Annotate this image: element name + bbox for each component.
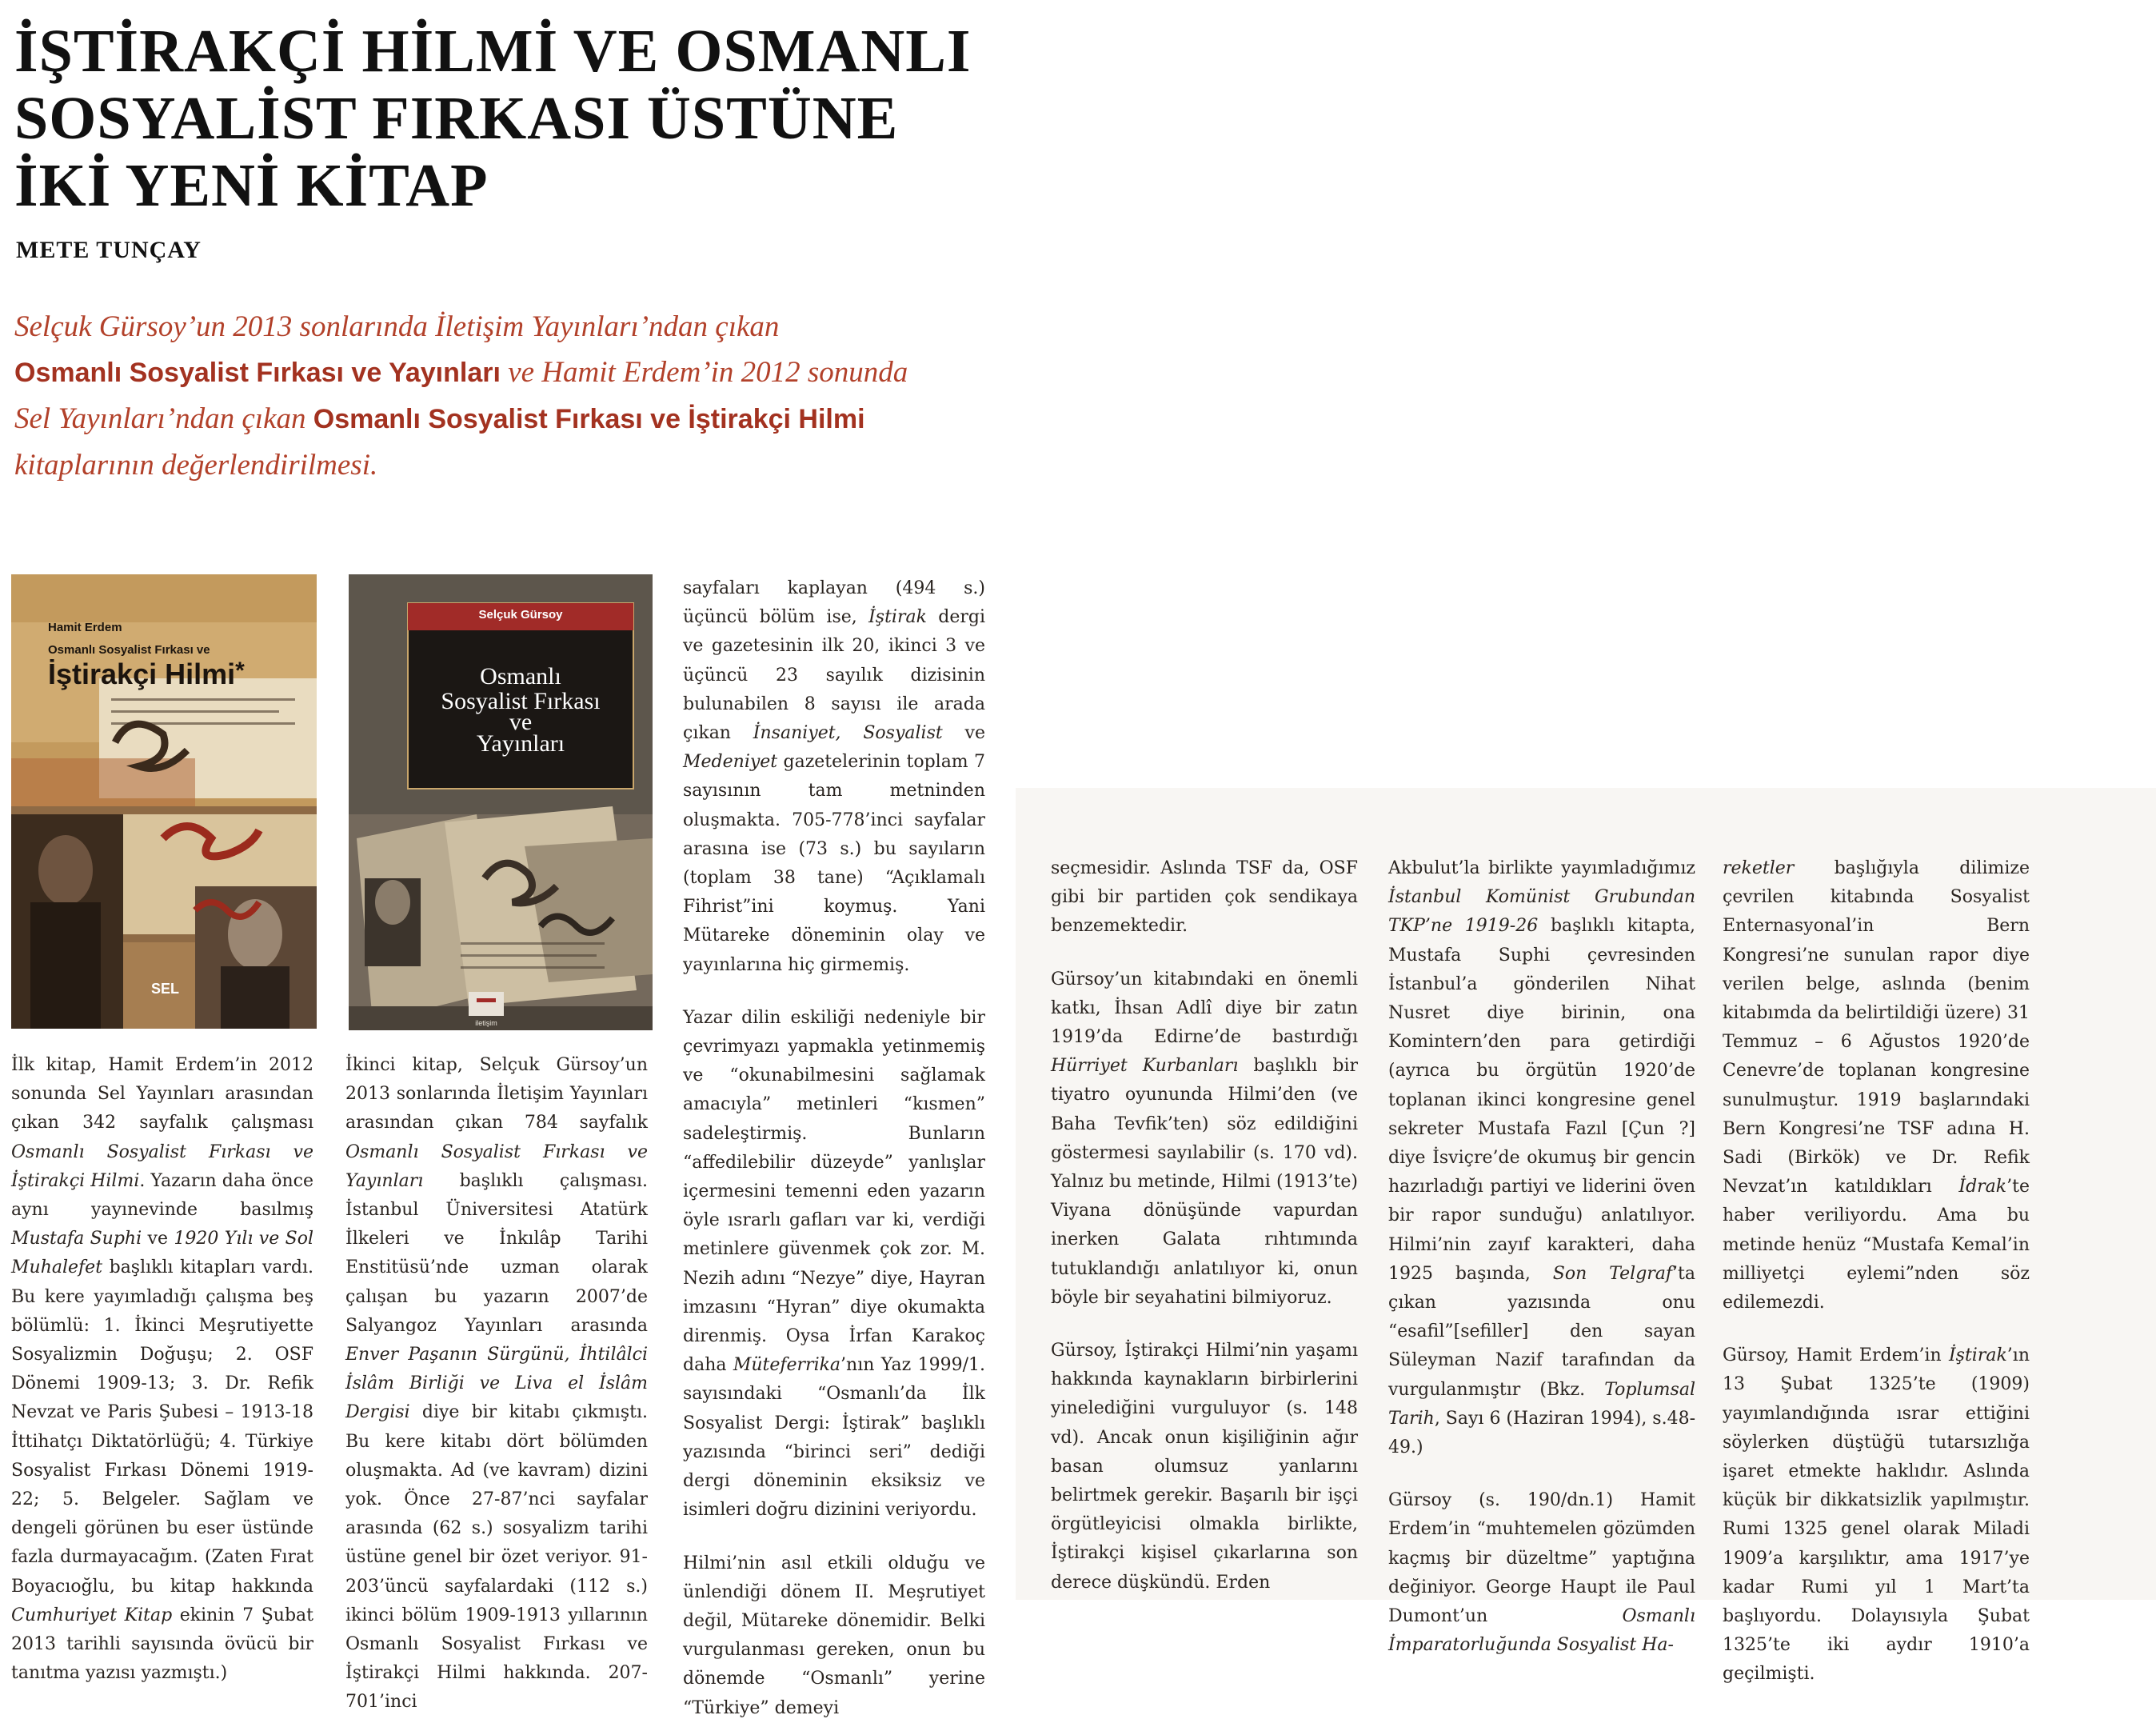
- paragraph: Gürsoy’un kitabındaki en önemli katkı, İhsan Adlî diye bir zatın 1919’da Edirne’de bastırdığı Hürriyet Kurbanları başlıklı bir tiyatro oyununda Hilmi’den (ve Baha Tevfik’ten) söz edildiğini göstermesi sayılabilir (s. 170 vd). Yalnız bu metinde, Hilmi (1913’te) Viyana dönüşünde vapurdan inerken Galata rıhtımında tutuklandığı anlatılıyor ki, onun böyle bir seyahatini bilmiyoruz.: [1051, 969, 1358, 1308]
- italic-reference: İdrak: [1958, 1177, 2007, 1197]
- italic-reference: Toplumsal Tarih: [1388, 1379, 1695, 1429]
- book-cover-hamit-erdem: [11, 574, 317, 1029]
- book2-title-3: ve: [509, 709, 533, 735]
- paragraph: Gürsoy, İştirakçi Hilmi’nin yaşamı hakkında kaynakların birbirlerini yinelediğini vurguluyor (s. 148 vd). Ancak onun kişiliğinin ağır basan olumsuz yanlarını belirtmek gerekir. Başarılı bir işçi örgütleyicisi olmakla birlikte, İştirakçi kişisel çıkarlarına son derece düşkündü. Erden: [1051, 1341, 1358, 1593]
- italic-reference: Cumhuriyet Kitap: [11, 1605, 173, 1625]
- italic-reference: İştirak: [868, 607, 927, 628]
- title-line-2: SOSYALİST FIRKASI ÜSTÜNE: [14, 85, 899, 152]
- author-byline: METE TUNÇAY: [16, 237, 202, 263]
- paragraph: seçmesidir. Aslında TSF da, OSF gibi bir partiden çok sendikaya benzemektedir.: [1051, 858, 1358, 937]
- italic-reference: Enver Paşanın Sürgünü, İhtilâlci İslâm Birliği ve Liva el İslâm Dergisi: [345, 1345, 648, 1423]
- text-column-4: [1051, 854, 1358, 1597]
- italic-reference: Osmanlı İmparatorluğunda Sosyalist Ha-: [1388, 1606, 1695, 1656]
- article-lede: [14, 304, 990, 488]
- book1-title-big: İştirakçi Hilmi: [48, 658, 236, 690]
- book2-author: Selçuk Gürsoy: [478, 608, 563, 622]
- italic-reference: İştirak: [1948, 1345, 2007, 1366]
- text-column-5: [1388, 854, 1695, 1660]
- italic-reference: Osmanlı Sosyalist Fırkası ve İştirakçi Hilmi: [11, 1141, 313, 1191]
- book1-title-wrap: [48, 658, 245, 691]
- italic-reference: İnsaniyet, Sosyalist: [753, 723, 943, 744]
- paragraph: Yazar dilin eskiliği nedeniyle bir çevrimyazı yapmakla yetinmemiş ve “okunabilmesini sağlamak amacıyla” metinleri “kısmen” sadeleştirmiş. Bunların “affedilebilir düzeyde” yanlışlar içermesini temenni eden yazarın öyle ısrarlı gafları var ki, verdiği metinlere güvenmek çok zor. M. Nezih adını “Nezye” diye, Hayran imzasını “Hyran” diye okumakta direnmiş. Oysa İrfan Karakoç daha Müteferrika’nın Yaz 1999/1. sayısındaki “Osmanlı’da İlk Sosyalist Dergi: İştirak” başlıklı yazısında “birinci seri” dediği dergi döneminin eksiksiz ve isimleri doğru dizinini veriyordu.: [683, 1007, 985, 1521]
- book-cover-2-art: [349, 574, 653, 1030]
- book1-title-small: Osmanlı Sosyalist Fırkası ve: [48, 643, 210, 657]
- italic-reference: Son Telgraf: [1552, 1263, 1673, 1284]
- italic-reference: 1920 Yılı ve Sol Muhalefet: [11, 1229, 314, 1278]
- article-title: [14, 18, 990, 219]
- book2-title: [408, 664, 633, 756]
- lede-line-2-rest: ve Hamit Erdem’in 2012 sonunda: [500, 356, 908, 389]
- paragraph: Akbulut’la birlikte yayımladığımız İstanbul Komünist Grubundan TKP’ne 1919-26 başlıklı kitapta, Mustafa Suphi çevresinden İstanbul’a gönderilen Nihat Nusret diye birinin, ona Komintern’den para getirdiği (ayrıca bu örgütün 1920’de toplanan ikinci kongresine genel sekreter Mustafa Fazıl [Çun ?] diye İsviçre’de okumuş bir gencin hazırladığı partiyi ve liderini öven bir rapor sunduğu) anlatılıyor. Hilmi’nin zayıf karakteri, daha 1925 başında, Son Telgraf’ta çıkan yazısında onu “esafil”[sefiller] den sayan Süleyman Nazif tarafından da vurgulanmıştır (Bkz. Toplumsal Tarih, Sayı 6 (Haziran 1994), s.48-49.): [1388, 858, 1696, 1458]
- lede-line-4: kitaplarının değerlendirilmesi.: [14, 449, 378, 482]
- paragraph: sayfaları kaplayan (494 s.) üçüncü bölüm ise, İştirak dergi ve gazetesinin ilk 20, ikinci 3 ve üçüncü 23 sayılık dizisinin bulunabilen 8 sayısı ile arada çıkan İnsaniyet, Sosyalist ve Medeniyet gazetelerinin toplam 7 sayısının tam metninden oluşmakta. 705-778’inci sayfalar arasına ise (73 s.) bu sayıların (toplam 38 tane) “Açıklamalı Fihrist”ini koymuş. Yani Mütareke döneminin olay ve yayınlarına hiç girmemiş.: [683, 578, 986, 975]
- lede-line-3-pre: Sel Yayınları’ndan çıkan: [14, 402, 313, 435]
- book2-title-2: Sosyalist Fırkası: [441, 688, 601, 714]
- book1-author: Hamit Erdem: [48, 621, 122, 634]
- lede-line-3: [14, 396, 990, 442]
- book2-title-1: Osmanlı: [480, 663, 561, 690]
- text-column-3: [683, 574, 985, 1723]
- lede-line-2: [14, 350, 990, 396]
- text-column-2: İkinci kitap, Selçuk Gürsoy’un 2013 sonlarında İletişim Yayınları arasından çıkan 784 sayfalık Osmanlı Sosyalist Fırkası ve Yayınları başlıklı çalışması. İstanbul Üniversitesi Atatürk İlkeleri ve İnkılâp Tarihi Enstitüsü’nde uzman olarak çalışan bu yazarın 2007’de Salyangoz Yayınları arasında Enver Paşanın Sürgünü, İhtilâlci İslâm Birliği ve Liva el İslâm Dergisi diye bir kitabı çıkmıştı. Bu kere kitabı dört bölümden oluşmakta. Ad (ve kavram) dizini yok. Önce 27-87’nci sayfalar arasında (62 s.) sosyalizm tarihi üstüne genel bir özet veriyor. 91-203’üncü sayfalardaki (112 s.) ikinci bölüm 1909-1913 yıllarının Osmanlı Sosyalist Fırkası ve İştirakçi Hilmi hakkında. 207-701’inci: [345, 1055, 648, 1713]
- lede-book-title-1: Osmanlı Sosyalist Fırkası ve Yayınları: [14, 358, 501, 388]
- title-line-1: İŞTİRAKÇİ HİLMİ VE OSMANLI: [14, 18, 972, 85]
- book-cover-selcuk-gursoy: [349, 574, 653, 1030]
- book1-star: *: [235, 658, 245, 684]
- text-column-6: [1723, 854, 2030, 1689]
- italic-reference: Müteferrika: [733, 1355, 841, 1376]
- title-line-3: İKİ YENİ KİTAP: [14, 152, 489, 219]
- italic-reference: Medeniyet: [683, 752, 778, 773]
- italic-reference: Osmanlı Sosyalist Fırkası ve Yayınları: [345, 1141, 648, 1191]
- paragraph: Hilmi’nin asıl etkili olduğu ve ünlendiği dönem II. Meşrutiyet değil, Mütareke dönemidir. Belki vurgulanması gereken, onun bu dönemde “Osmanlı” yerine “Türkiye” demeyi: [683, 1553, 985, 1718]
- iletisim-publisher-logo: iletişim: [475, 1019, 497, 1027]
- paragraph: Gürsoy, Hamit Erdem’in İştirak’ın 13 Şubat 1325’te (1909) yayımlandığında ısrar ettiğini söylerken düştüğü tutarsızlığa işaret etmekte haklıdır. Aslında küçük bir dikkatsizlik yapılmıştır. Rumi 1325 genel olarak Miladi 1909’a karşılıktır, ama 1917’ye kadar Rumi yıl 1 Mart’ta başlıyordu. Dolayısıyla Şubat 1325’te iki aydır 1910’a geçilmişti.: [1723, 1345, 2030, 1685]
- italic-reference: Mustafa Suphi: [11, 1229, 142, 1249]
- text-column-1: İlk kitap, Hamit Erdem’in 2012 sonunda Sel Yayınları arasından çıkan 342 sayfalık çalışması Osmanlı Sosyalist Fırkası ve İştirakçi Hilmi. Yazarın daha önce aynı yayınevinde basılmış Mustafa Suphi ve 1920 Yılı ve Sol Muhalefet başlıklı kitapları vardı. Bu kere yayımladığı çalışma beş bölümlü: 1. İkinci Meşrutiyette Sosyalizmin Doğuşu; 2. OSF Dönemi 1909-13; 3. Dr. Refik Nevzat ve Paris Şubesi – 1913-18 İttihatçı Diktatörlüğü; 4. Türkiye Sosyalist Fırkası Dönemi 1919-22; 5. Belgeler. Sağlam ve dengeli görünen bu eser üstünde fazla durmayacağım. (Zaten Fırat Boyacıoğlu, bu kitap hakkında Cumhuriyet Kitap ekinin 7 Şubat 2013 tarihli sayısında övücü bir tanıtma yazısı yazmıştı.): [11, 1055, 314, 1684]
- italic-reference: reketler: [1723, 858, 1795, 878]
- paragraph: reketler başlığıyla dilimize çevrilen kitabında Sosyalist Enternasyonal’in Bern Kongresi’ne sunulan rapor diye verilen belge, aslında (benim kitabımda da belirtildiği üzere) 31 Temmuz – 6 Ağustos 1920’de Cenevre’de toplanan kongresine sunulmuştur. 1919 başlarındaki Bern Kongresi’ne TSF adına H. Sadi (Birkök) ve Dr. Refik Nevzat’ın katıldıkları İdrak’te haber veriliyordu. Ama bu metinde henüz “Mustafa Kemal’in milliyetçi eylemi”nden söz edilemezdi.: [1723, 858, 2030, 1313]
- sel-publisher-logo: SEL: [151, 981, 180, 997]
- paragraph: Gürsoy (s. 190/dn.1) Hamit Erdem’in “muhtemelen gözümden kaçmış bir düzeltme” yaptığına değiniyor. George Haupt ile Paul Dumont’un Osmanlı İmparatorluğunda Sosyalist Ha-: [1388, 1490, 1695, 1656]
- book2-title-4: Yayınları: [476, 730, 565, 757]
- italic-reference: Hürriyet Kurbanları: [1051, 1056, 1239, 1077]
- lede-line-1: Selçuk Gürsoy’un 2013 sonlarında İletişim Yayınları’ndan çıkan: [14, 310, 780, 343]
- lede-book-title-2: Osmanlı Sosyalist Fırkası ve İştirakçi Hilmi: [313, 404, 865, 434]
- italic-reference: İstanbul Komünist Grubundan TKP’ne 1919-26: [1388, 887, 1695, 937]
